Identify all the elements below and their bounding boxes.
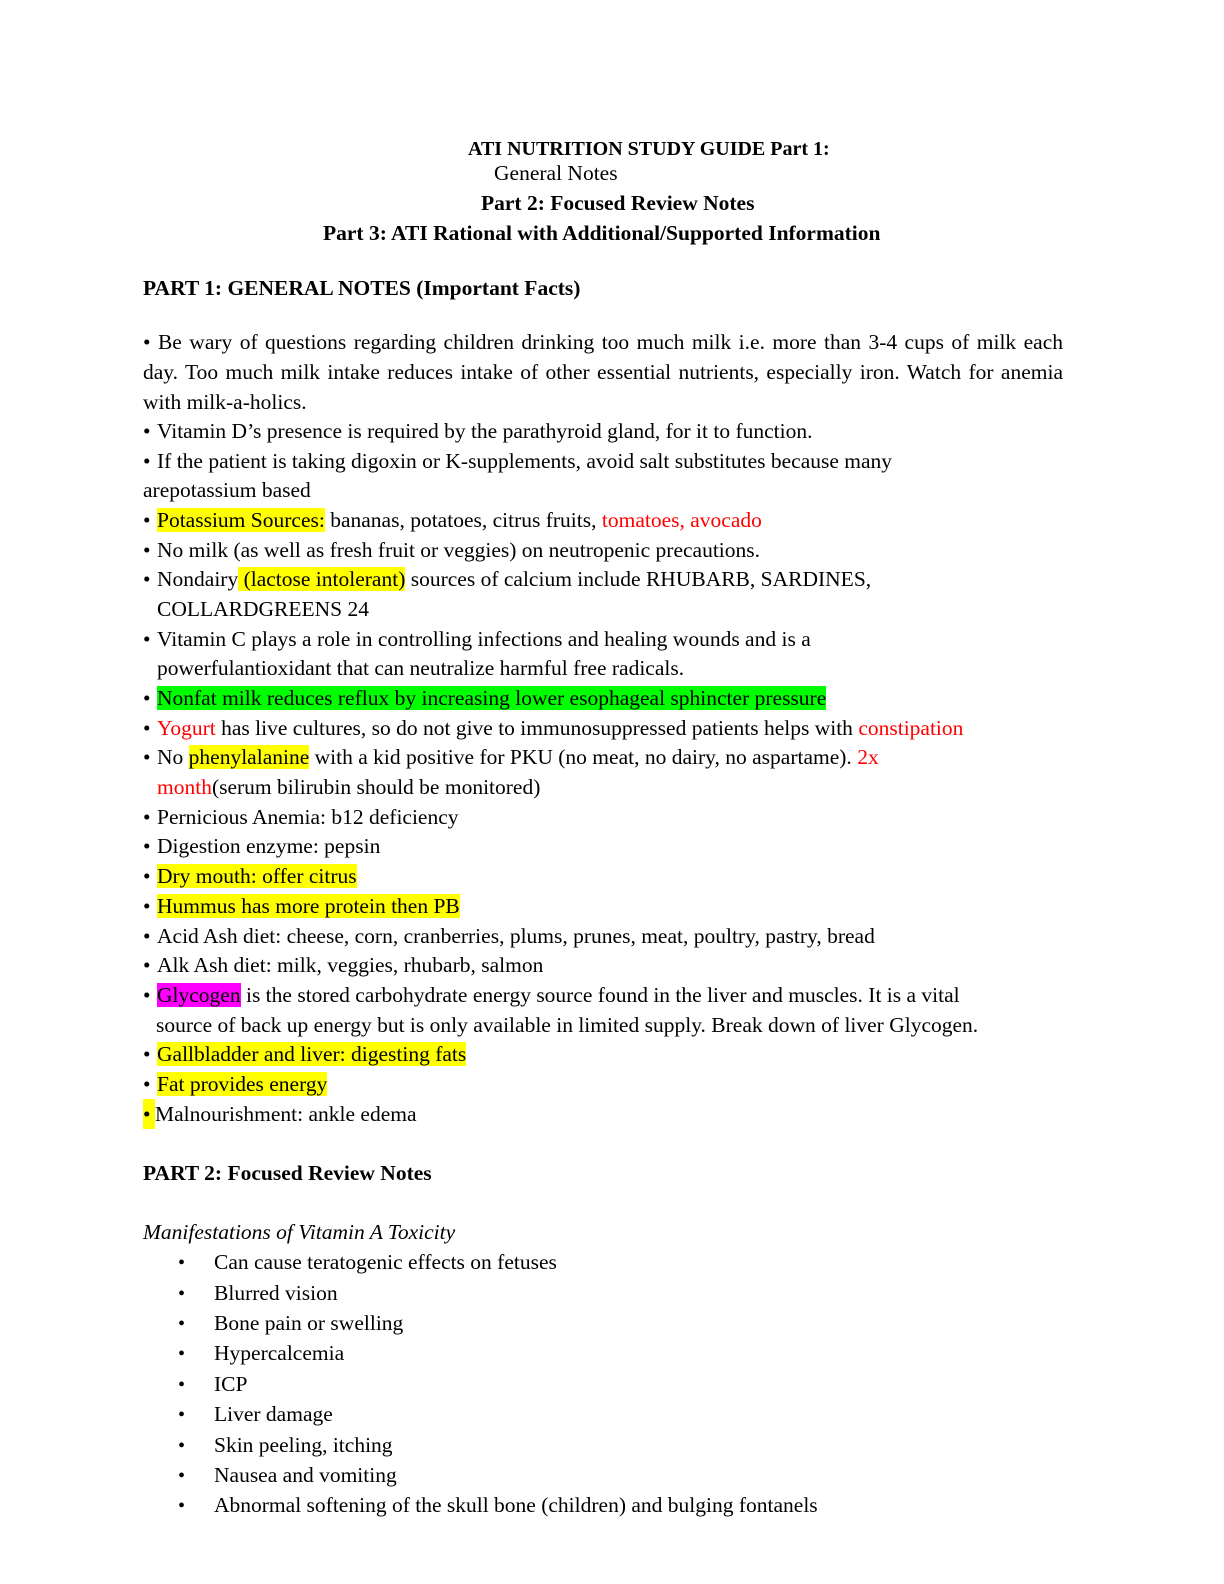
title-line-4: Part 3: ATI Rational with Additional/Supported Information: [323, 221, 881, 245]
note-vitamin-c: • Vitamin C plays a role in controlling infections and healing wounds and is a: [143, 627, 811, 651]
list-item: • Skin peeling, itching: [178, 1433, 393, 1457]
note-pernicious: • Pernicious Anemia: b12 deficiency: [143, 805, 459, 829]
title-line-1: ATI NUTRITION STUDY GUIDE Part 1:: [468, 138, 830, 160]
list-item: • ICP: [178, 1372, 248, 1396]
note-glycogen-cont: source of back up energy but is only available in limited supply. Break down of liver Glycogen.: [156, 1013, 979, 1037]
potassium-highlight: Potassium Sources:: [157, 508, 325, 532]
note-potassium: • Potassium Sources: bananas, potatoes, citrus fruits, tomatoes, avocado: [143, 508, 762, 532]
list-item: • Abnormal softening of the skull bone (children) and bulging fontanels: [178, 1493, 818, 1517]
note-pku: • No phenylalanine with a kid positive for PKU (no meat, no dairy, no aspartame). 2x: [143, 745, 879, 769]
note-gallbladder: • Gallbladder and liver: digesting fats: [143, 1042, 467, 1066]
note-fat: • Fat provides energy: [143, 1072, 328, 1096]
list-item: • Hypercalcemia: [178, 1341, 345, 1365]
note-digestion: • Digestion enzyme: pepsin: [143, 834, 381, 858]
note-alk-ash: • Alk Ash diet: milk, veggies, rhubarb, salmon: [143, 953, 544, 977]
title-line-2: General Notes: [494, 161, 618, 185]
note-vitamin-d: • Vitamin D’s presence is required by the parathyroid gland, for it to function.: [143, 419, 813, 443]
list-item: • Bone pain or swelling: [178, 1311, 404, 1335]
note-hummus: • Hummus has more protein then PB: [143, 894, 460, 918]
note-milk-text: Be wary of questions regarding children drinking too much milk i.e. more than 3-4 cups of milk each day. Too much milk intake reduces intake of other essential nutrients, especially iron. Watch for anemia with milk-a-holics.: [143, 330, 1063, 414]
part2-subheading: Manifestations of Vitamin A Toxicity: [143, 1220, 456, 1244]
part1-heading: PART 1: GENERAL NOTES (Important Facts): [143, 276, 581, 300]
list-item: • Liver damage: [178, 1402, 333, 1426]
note-vitamin-c-cont: powerfulantioxidant that can neutralize harmful free radicals.: [157, 656, 685, 680]
part2-heading: PART 2: Focused Review Notes: [143, 1161, 432, 1185]
note-yogurt: • Yogurt has live cultures, so do not give to immunosuppressed patients helps with constipation: [143, 716, 964, 740]
note-nondairy-cont: COLLARDGREENS 24: [157, 597, 370, 621]
note-glycogen: • Glycogen is the stored carbohydrate energy source found in the liver and muscles. It is a vital: [143, 983, 960, 1007]
list-item: • Blurred vision: [178, 1281, 338, 1305]
note-malnourishment: • Malnourishment: ankle edema: [143, 1099, 417, 1129]
bullet: •: [143, 330, 158, 354]
note-acid-ash: • Acid Ash diet: cheese, corn, cranberries, plums, prunes, meat, poultry, pastry, bread: [143, 924, 875, 948]
note-neutropenic: • No milk (as well as fresh fruit or veggies) on neutropenic precautions.: [143, 538, 761, 562]
title-line-3: Part 2: Focused Review Notes: [481, 191, 755, 215]
note-nondairy: • Nondairy (lactose intolerant) sources of calcium include RHUBARB, SARDINES,: [143, 567, 872, 591]
note-digoxin: • If the patient is taking digoxin or K-supplements, avoid salt substitutes because many: [143, 449, 893, 473]
list-item: • Nausea and vomiting: [178, 1463, 397, 1487]
list-item: • Can cause teratogenic effects on fetuses: [178, 1250, 557, 1274]
note-dry-mouth: • Dry mouth: offer citrus: [143, 864, 357, 888]
note-nonfat-milk: • Nonfat milk reduces reflux by increasing lower esophageal sphincter pressure: [143, 686, 827, 710]
note-pku-cont: month(serum bilirubin should be monitored): [157, 775, 541, 799]
note-digoxin-cont: arepotassium based: [143, 478, 311, 502]
note-milk-paragraph: [143, 327, 1063, 417]
